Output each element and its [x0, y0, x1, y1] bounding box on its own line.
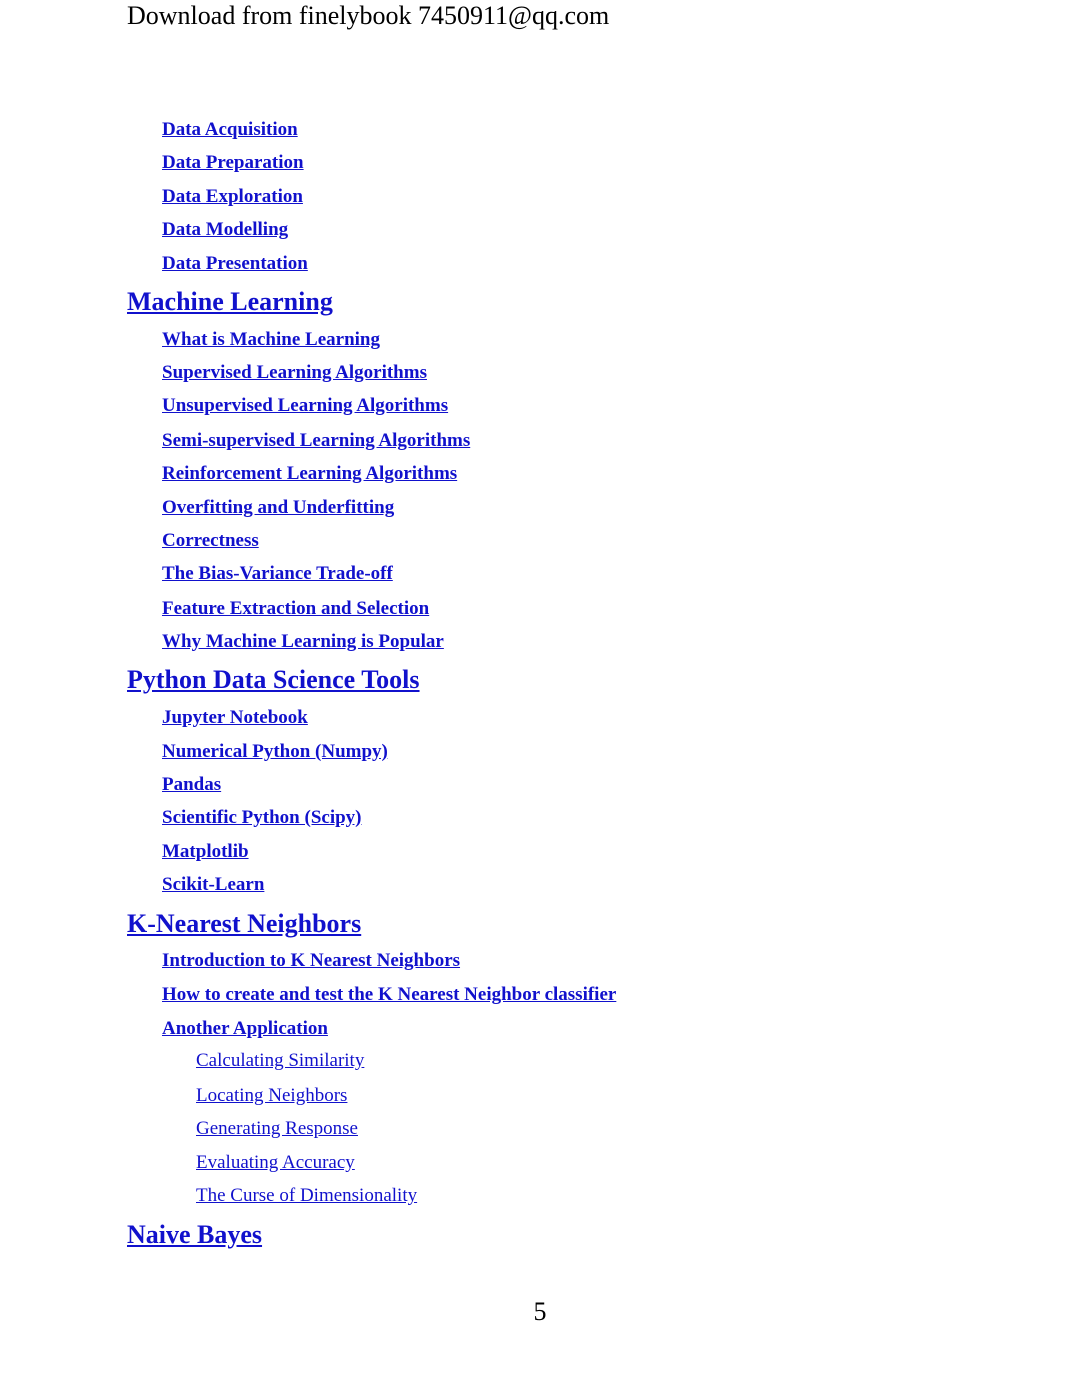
- toc-link-locating-neighbors[interactable]: Locating Neighbors: [196, 1085, 348, 1106]
- toc-link-reinforcement-learning[interactable]: Reinforcement Learning Algorithms: [162, 463, 458, 484]
- toc-link-create-test-knn[interactable]: How to create and test the K Nearest Neighbor classifier: [162, 984, 617, 1005]
- toc-link-scikit-learn[interactable]: Scikit-Learn: [162, 874, 265, 895]
- toc-link-why-ml-popular[interactable]: Why Machine Learning is Popular: [162, 631, 444, 652]
- toc-link-what-is-machine-learning[interactable]: What is Machine Learning: [162, 329, 380, 350]
- toc-chapter-python-tools[interactable]: Python Data Science Tools: [127, 665, 420, 694]
- toc-link-data-modelling[interactable]: Data Modelling: [162, 219, 289, 240]
- toc-link-overfitting-underfitting[interactable]: Overfitting and Underfitting: [162, 497, 395, 518]
- toc-chapter-naive-bayes[interactable]: Naive Bayes: [127, 1220, 263, 1249]
- toc-chapter-knn[interactable]: K-Nearest Neighbors: [127, 909, 362, 938]
- toc-link-generating-response[interactable]: Generating Response: [196, 1118, 358, 1139]
- toc-link-unsupervised-learning[interactable]: Unsupervised Learning Algorithms: [162, 395, 449, 416]
- toc-link-data-presentation[interactable]: Data Presentation: [162, 253, 308, 274]
- toc-chapter-machine-learning[interactable]: Machine Learning: [127, 287, 333, 316]
- toc-link-supervised-learning[interactable]: Supervised Learning Algorithms: [162, 362, 427, 383]
- page-number: 5: [533, 1297, 547, 1326]
- toc-link-another-application[interactable]: Another Application: [162, 1018, 328, 1039]
- toc-link-correctness[interactable]: Correctness: [162, 530, 259, 551]
- toc-link-numpy[interactable]: Numerical Python (Numpy): [162, 741, 388, 762]
- toc-link-data-preparation[interactable]: Data Preparation: [162, 152, 304, 173]
- toc-link-matplotlib[interactable]: Matplotlib: [162, 841, 249, 862]
- toc-link-scipy[interactable]: Scientific Python (Scipy): [162, 807, 362, 828]
- toc-link-feature-extraction[interactable]: Feature Extraction and Selection: [162, 598, 430, 619]
- toc-link-calculating-similarity[interactable]: Calculating Similarity: [196, 1050, 365, 1071]
- toc-link-pandas[interactable]: Pandas: [162, 774, 222, 795]
- toc-link-intro-knn[interactable]: Introduction to K Nearest Neighbors: [162, 950, 461, 971]
- toc-link-evaluating-accuracy[interactable]: Evaluating Accuracy: [196, 1152, 355, 1173]
- toc-link-data-exploration[interactable]: Data Exploration: [162, 186, 303, 207]
- toc-link-curse-dimensionality[interactable]: The Curse of Dimensionality: [196, 1185, 418, 1206]
- toc-link-jupyter-notebook[interactable]: Jupyter Notebook: [162, 707, 308, 728]
- toc-link-semi-supervised-learning[interactable]: Semi-supervised Learning Algorithms: [162, 430, 471, 451]
- download-source-header: Download from finelybook 7450911@qq.com: [127, 1, 610, 30]
- toc-link-bias-variance[interactable]: The Bias-Variance Trade-off: [162, 563, 393, 584]
- toc-link-data-acquisition[interactable]: Data Acquisition: [162, 119, 298, 140]
